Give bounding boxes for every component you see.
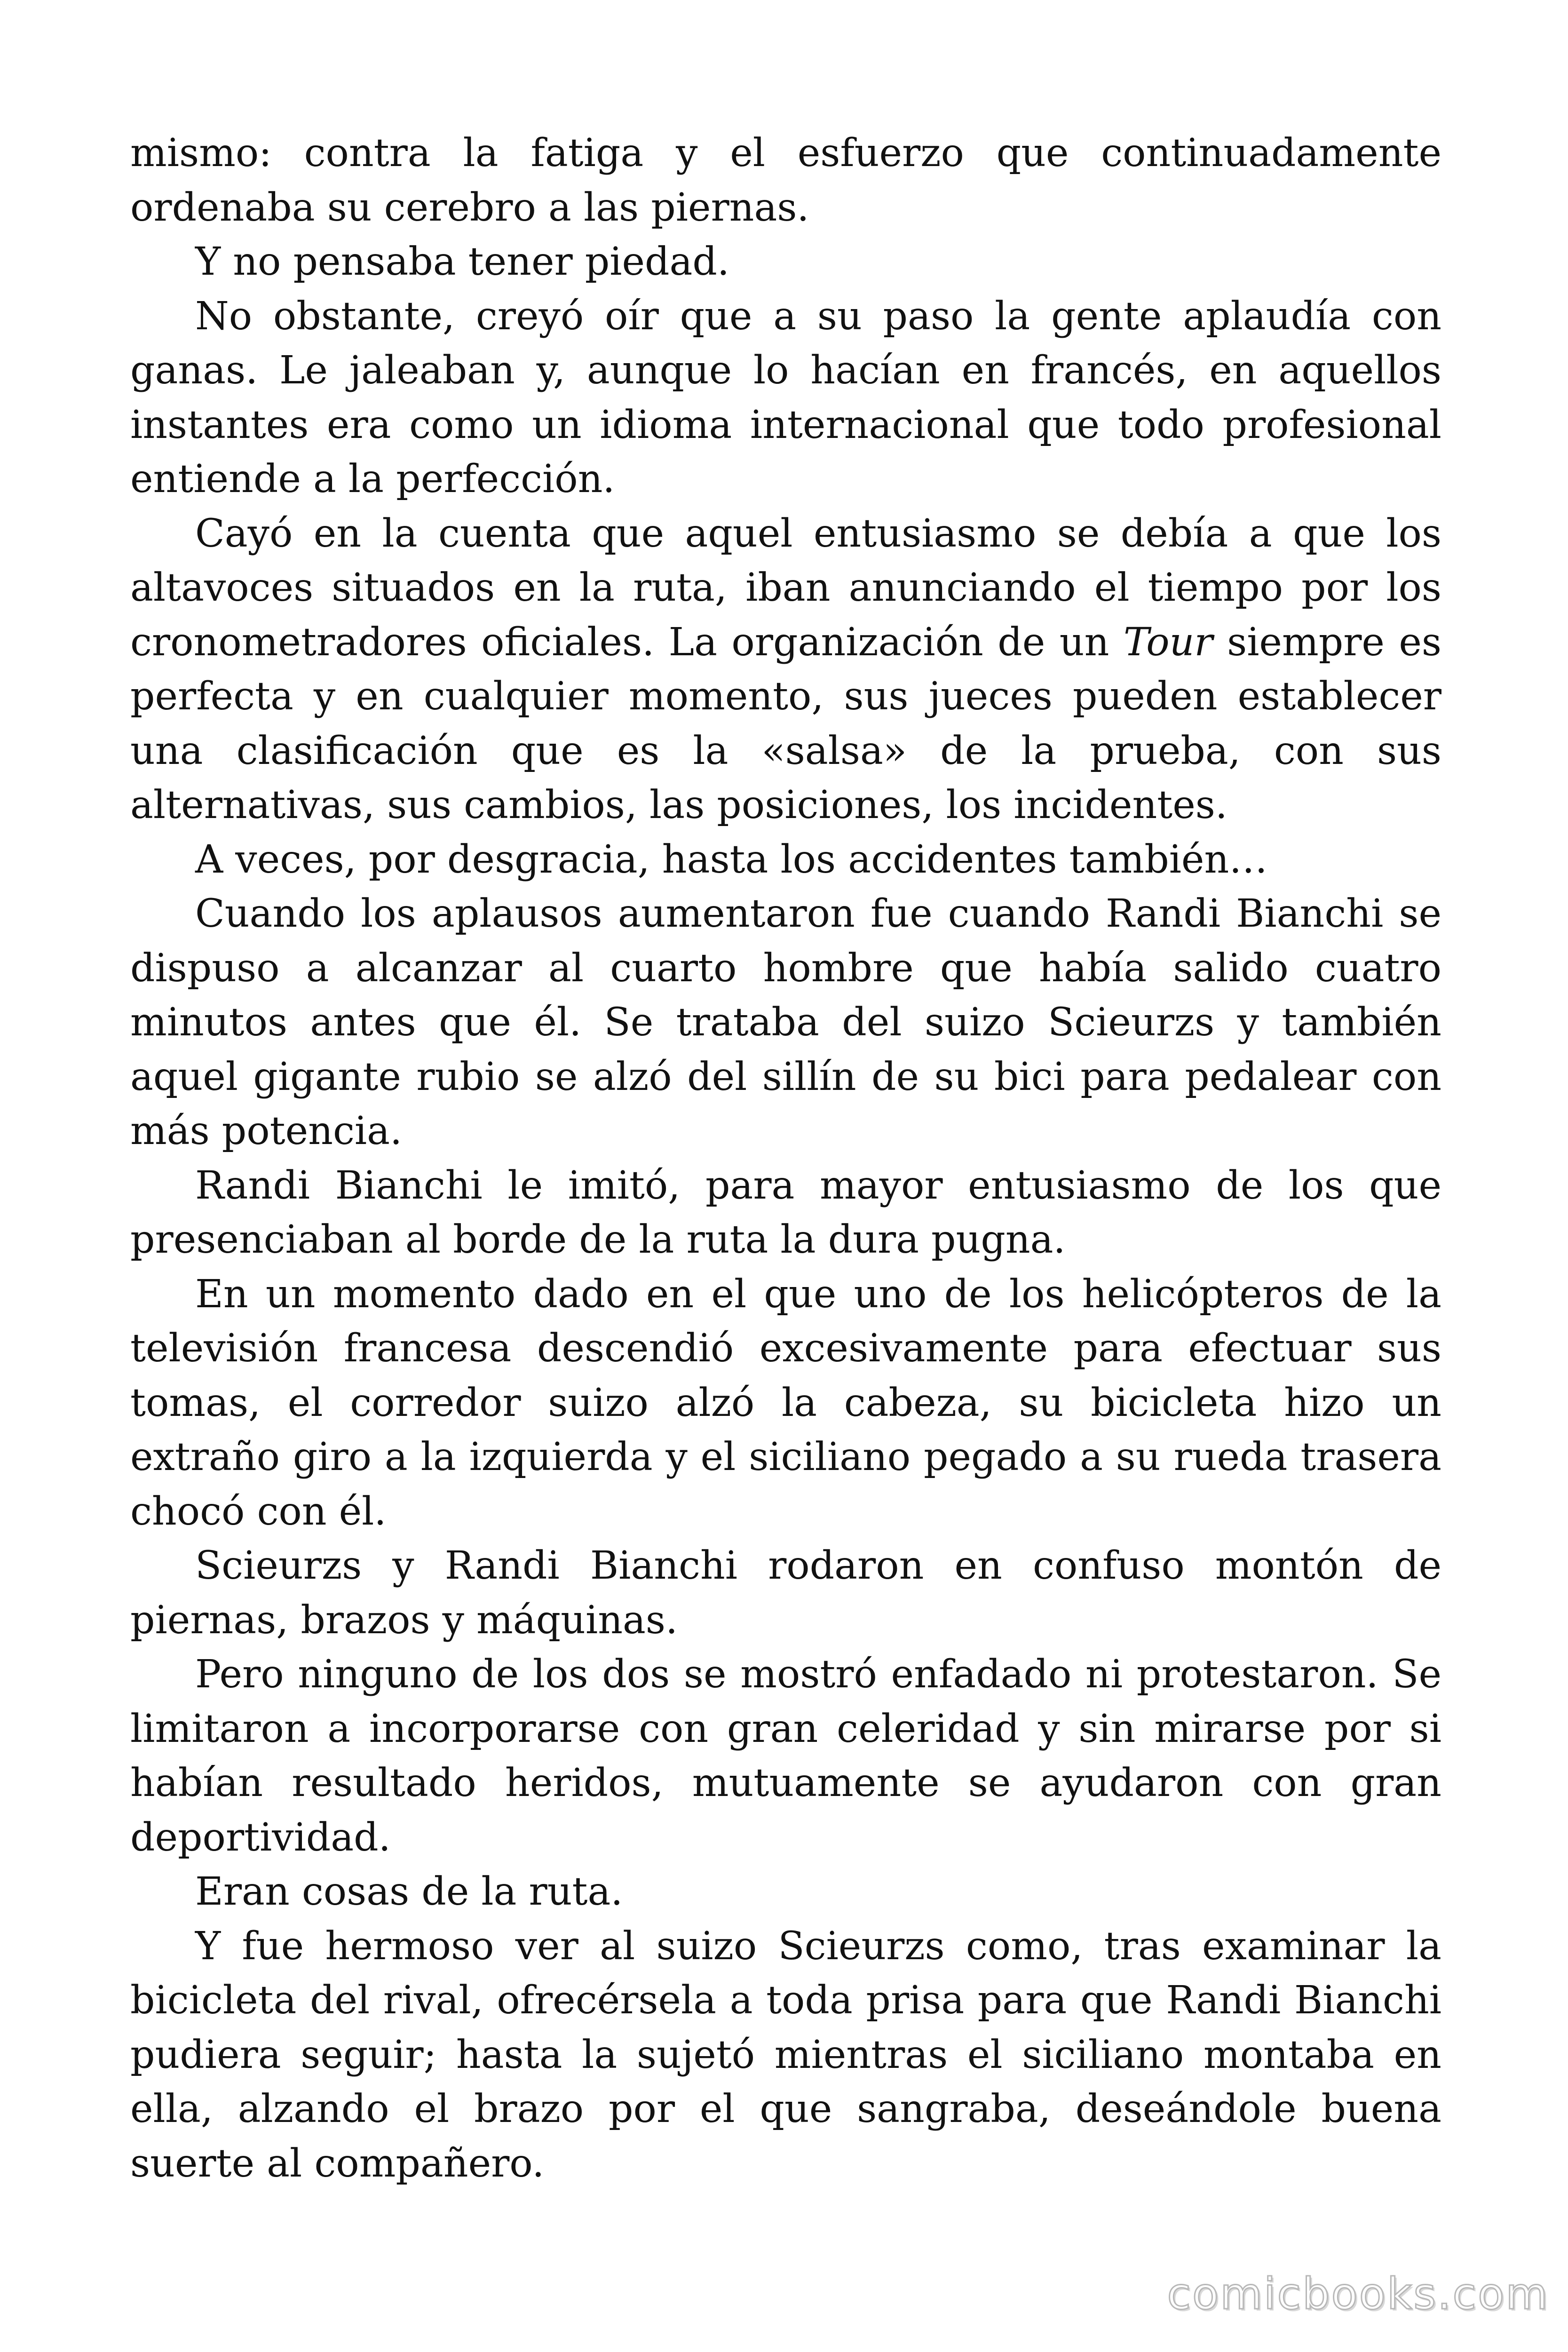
paragraph-5: A veces, por desgracia, hasta los accidentes también… xyxy=(195,837,1268,882)
paragraph-4-text-before: Cayó en la cuenta que aquel entusiasmo se debía a que los altavoces situados en la ruta, iban anunciando el tiempo por los cronometradores oficiales. La organización de un xyxy=(130,511,1441,665)
watermark-text: comicbooks.com xyxy=(1167,2269,1549,2319)
paragraph-12: Y fue hermoso ver al suizo Scieurzs como, tras examinar la bicicleta del rival, ofrecérsela a toda prisa para que Randi Bianchi pudiera seguir; hasta la sujetó mientras el siciliano montaba en ella, alzando el brazo por el que sangraba, deseándole buena suerte al compañero. xyxy=(130,1923,1441,2186)
paragraph-10: Pero ninguno de los dos se mostró enfadado ni protestaron. Se limitaron a incorporarse con gran celeridad y sin mirarse por si habían resultado heridos, mutuamente se ayudaron con gran deportividad. xyxy=(130,1652,1441,1860)
paragraph-4-text-after: siempre es perfecta y en cualquier momento, sus jueces pueden establecer una clasificación que es la «salsa» de la prueba, con sus alternativas, sus cambios, las posiciones, los incidentes. xyxy=(130,620,1442,827)
paragraph-3: No obstante, creyó oír que a su paso la gente aplaudía con ganas. Le jaleaban y, aunque lo hacían en francés, en aquellos instantes era como un idioma internacional que todo profesional entiende a la perfección. xyxy=(130,294,1441,501)
paragraph-9: Scieurzs y Randi Bianchi rodaron en confuso montón de piernas, brazos y máquinas. xyxy=(130,1543,1441,1643)
paragraph-7: Randi Bianchi le imitó, para mayor entusiasmo de los que presenciaban al borde de la ruta la dura pugna. xyxy=(130,1163,1441,1262)
paragraph-4-italic-title: Tour xyxy=(1123,620,1213,665)
paragraph-2: Y no pensaba tener piedad. xyxy=(195,239,729,284)
paragraph-4 xyxy=(130,507,1441,833)
body-text xyxy=(130,126,1441,2191)
paragraph-6: Cuando los aplausos aumentaron fue cuando Randi Bianchi se dispuso a alcanzar al cuarto hombre que había salido cuatro minutos antes que él. Se trataba del suizo Scieurzs y también aquel gigante rubio se alzó del sillín de su bici para pedalear con más potencia. xyxy=(130,891,1441,1153)
paragraph-1: mismo: contra la fatiga y el esfuerzo que continuadamente ordenaba su cerebro a las piernas. xyxy=(130,131,1441,230)
paragraph-8: En un momento dado en el que uno de los helicópteros de la televisión francesa descendió excesivamente para efectuar sus tomas, el corredor suizo alzó la cabeza, su bicicleta hizo un extraño giro a la izquierda y el siciliano pegado a su rueda trasera chocó con él. xyxy=(130,1271,1441,1534)
paragraph-11: Eran cosas de la ruta. xyxy=(195,1869,623,1914)
